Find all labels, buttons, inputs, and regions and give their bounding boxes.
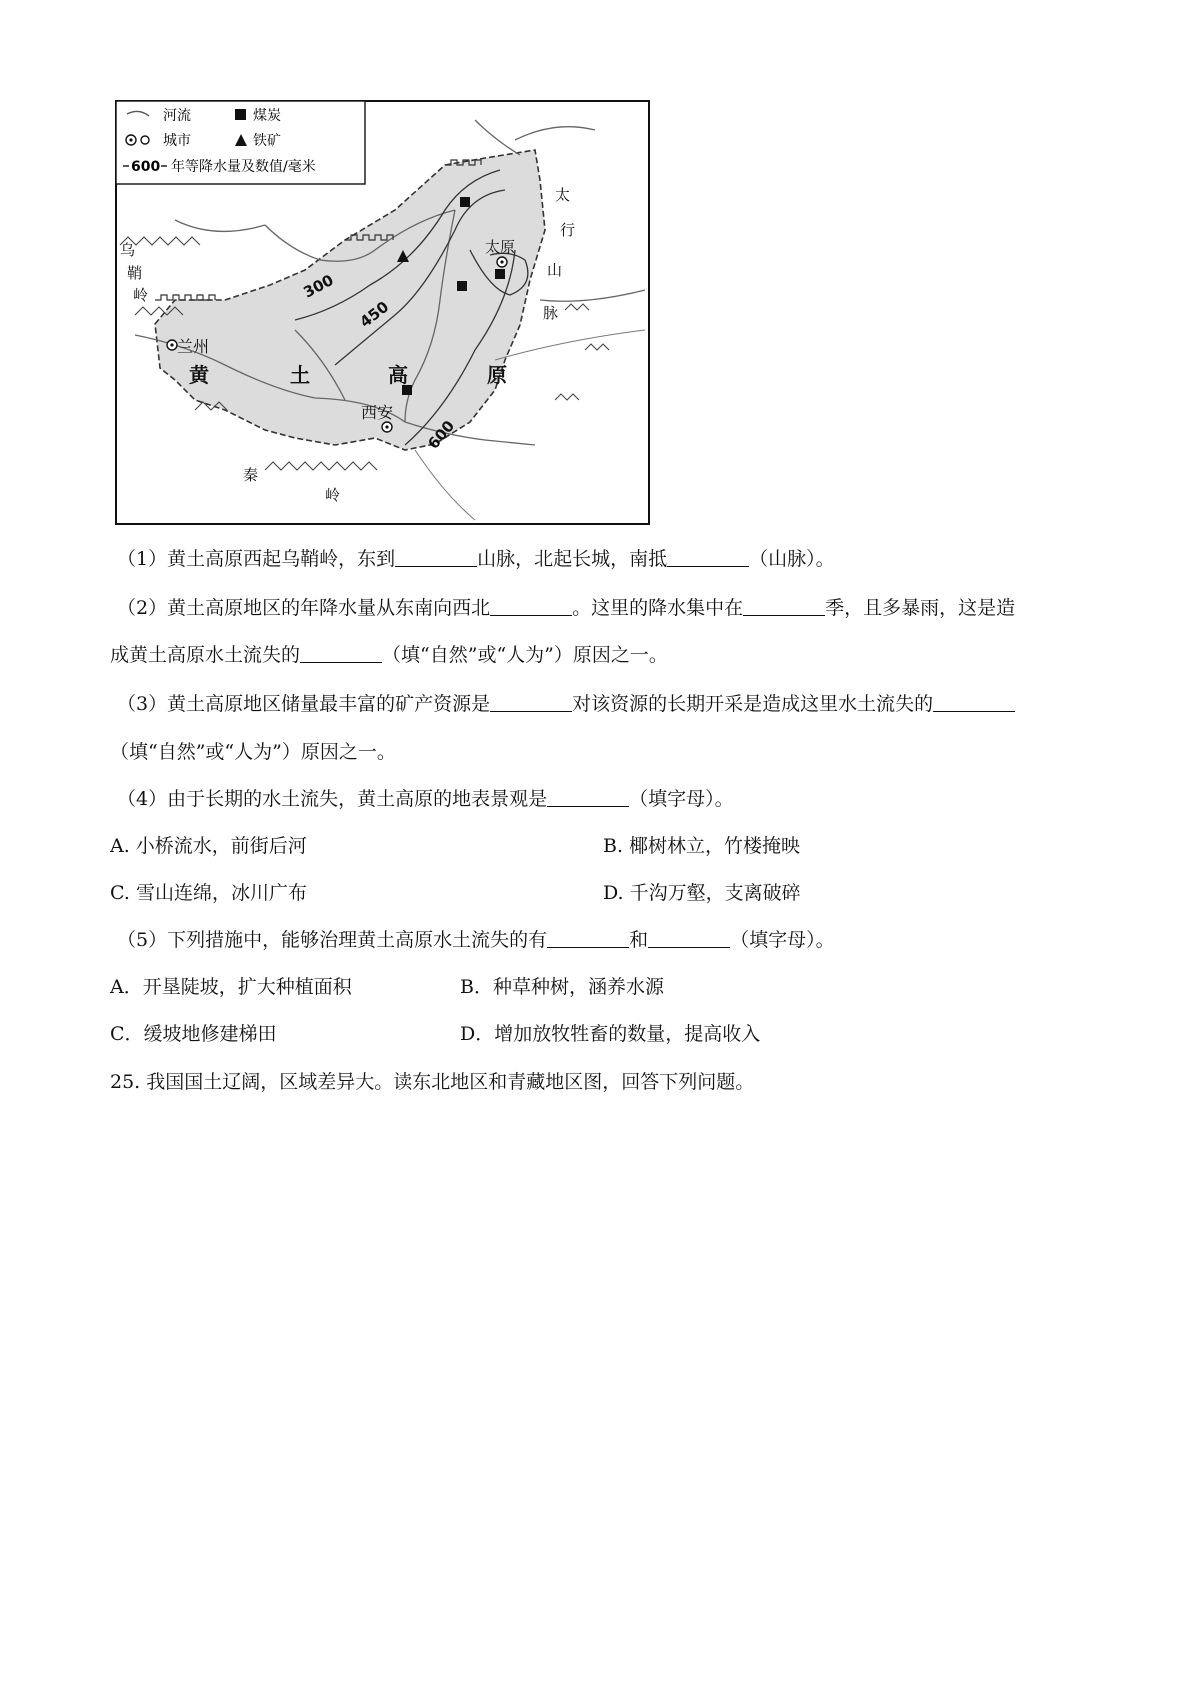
question-2: （2）黄土高原地区的年降水量从东南向西北 。这里的降水集中在 季，且多暴雨，这是造 [117,597,1016,619]
option-4b[interactable]: B. 椰树林立，竹楼掩映 [603,835,801,857]
question-4: （4）由于长期的水土流失，黄土高原的地表景观是 （填字母）。 [117,788,734,810]
label-shan: 山 [547,261,563,279]
loess-plateau-map [115,100,650,525]
option-4a[interactable]: A. 小桥流水，前街后河 [110,835,307,857]
option-5d[interactable]: D．增加放牧牲畜的数量，提高收入 [460,1023,761,1045]
label-wu: 乌 [120,241,136,259]
coal-icon [495,269,505,279]
coal-legend-icon [235,109,246,120]
answer-blank[interactable] [547,929,629,948]
label-yuan: 原 [487,363,507,387]
label-qiao: 鞘 [127,264,143,282]
answer-blank[interactable] [743,597,825,616]
option-5a[interactable]: A．开垦陡坡，扩大种植面积 [110,976,352,998]
option-5b[interactable]: B．种草种树，涵养水源 [460,976,664,998]
label-gao: 高 [388,363,408,387]
legend-river-label: 河流 [163,108,191,124]
label-mai: 脉 [543,304,559,322]
coal-icon [457,281,467,291]
answer-blank[interactable] [648,929,730,948]
label-xian: 西安 [361,403,394,422]
question-5: （5）下列措施中，能够治理黄土高原水土流失的有 和 （填字母）。 [117,929,835,951]
legend-coal-label: 煤炭 [253,108,281,124]
answer-blank[interactable] [395,548,477,567]
answer-blank[interactable] [667,548,749,567]
answer-blank[interactable] [490,597,572,616]
label-huang: 黄 [189,363,209,387]
label-qin: 秦 [243,466,259,484]
question-3-continued: （填“自然”或“人为”）原因之一。 [110,741,396,763]
answer-blank[interactable] [933,693,1015,712]
label-tu: 土 [290,363,310,387]
option-4c[interactable]: C. 雪山连绵，冰川广布 [110,882,307,904]
label-lanzhou: 兰州 [177,337,210,356]
option-4d[interactable]: D. 千沟万壑，支离破碎 [603,882,801,904]
label-taiyuan: 太原 [485,238,516,256]
isohyet-label: 300 [300,270,337,302]
legend-isohyet-value: 600 [131,159,161,175]
label-tai: 太 [555,186,571,204]
option-5c[interactable]: C．缓坡地修建梯田 [110,1023,277,1045]
question-3: （3）黄土高原地区储量最丰富的矿产资源是 对该资源的长期开采是造成这里水土流失的 [117,692,1015,716]
label-ling2: 岭 [325,486,341,504]
legend-city-label: 城市 [163,133,191,149]
label-ling: 岭 [133,286,149,304]
question-25: 25. 我国国土辽阔，区域差异大。读东北地区和青藏地区图，回答下列问题。 [110,1071,755,1093]
question-1: （1）黄土高原西起乌鞘岭，东到 山脉，北起长城，南抵 （山脉）。 [117,548,835,570]
label-xing: 行 [560,221,576,239]
answer-blank[interactable] [547,788,629,807]
isohyet-label: 600 [424,417,459,453]
answer-blank[interactable] [490,693,572,712]
question-2-continued: 成黄土高原水土流失的 （填“自然”或“人为”）原因之一。 [110,644,668,666]
answer-blank[interactable] [300,644,382,663]
legend-iron-label: 铁矿 [253,133,281,149]
isohyet-label: 450 [356,297,393,332]
coal-icon [460,197,470,207]
legend-isohyet-label: 年等降水量及数值/毫米 [171,159,316,175]
